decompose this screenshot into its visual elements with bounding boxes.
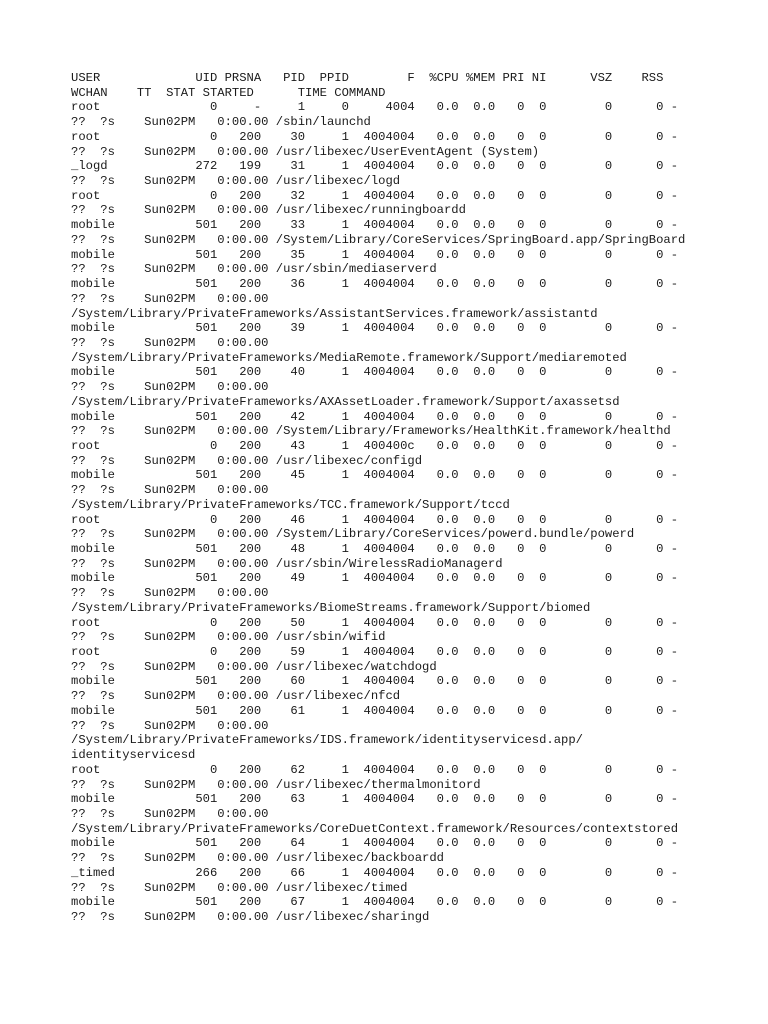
process-line: ?? ?s Sun02PM 0:00.00 /usr/sbin/wifid	[71, 630, 386, 645]
process-line: root 0 200 46 1 4004004 0.0 0.0 0 0 0 0 -	[71, 512, 679, 527]
process-line: /System/Library/PrivateFrameworks/BiomeStreams.framework/Support/biomed	[71, 600, 591, 615]
process-line: /System/Library/PrivateFrameworks/TCC.framework/Support/tccd	[71, 497, 510, 512]
process-line: ?? ?s Sun02PM 0:00.00 /sbin/launchd	[71, 115, 371, 130]
process-line: ?? ?s Sun02PM 0:00.00	[71, 380, 269, 395]
process-line: ?? ?s Sun02PM 0:00.00 /usr/libexec/backboardd	[71, 851, 444, 866]
process-line: identityservicesd	[71, 748, 196, 763]
process-line: /System/Library/PrivateFrameworks/MediaRemote.framework/Support/mediaremoted	[71, 350, 627, 365]
process-line: mobile 501 200 39 1 4004004 0.0 0.0 0 0 0 0 -	[71, 321, 679, 336]
process-line: ?? ?s Sun02PM 0:00.00 /usr/libexec/watchdogd	[71, 659, 437, 674]
process-line: mobile 501 200 48 1 4004004 0.0 0.0 0 0 0 0 -	[71, 542, 679, 556]
process-line: mobile 501 200 40 1 4004004 0.0 0.0 0 0 0 0 -	[71, 365, 679, 380]
process-line: mobile 501 200 64 1 4004004 0.0 0.0 0 0 0 0 -	[71, 836, 679, 851]
process-line: root 0 200 32 1 4004004 0.0 0.0 0 0 0 0 -	[71, 188, 679, 203]
process-line: /System/Library/PrivateFrameworks/CoreDuetContext.framework/Resources/contextstored	[71, 821, 679, 836]
process-line: mobile 501 200 61 1 4004004 0.0 0.0 0 0 0 0 -	[71, 703, 679, 718]
process-line: mobile 501 200 67 1 4004004 0.0 0.0 0 0 0 0 -	[71, 895, 679, 910]
process-line: ?? ?s Sun02PM 0:00.00 /System/Library/CoreServices/SpringBoard.app/SpringBoard	[71, 232, 686, 247]
process-line: ?? ?s Sun02PM 0:00.00	[71, 335, 269, 350]
process-line: ?? ?s Sun02PM 0:00.00	[71, 291, 269, 306]
process-line: ?? ?s Sun02PM 0:00.00 /usr/libexec/UserEventAgent (System)	[71, 144, 540, 159]
process-line: mobile 501 200 33 1 4004004 0.0 0.0 0 0 0 0 -	[71, 218, 679, 233]
process-line: ?? ?s Sun02PM 0:00.00 /usr/libexec/sharingd	[71, 909, 430, 924]
process-line: ?? ?s Sun02PM 0:00.00 /usr/sbin/WirelessRadioManagerd	[71, 556, 503, 571]
process-line: /System/Library/PrivateFrameworks/AssistantServices.framework/assistantd	[71, 306, 598, 321]
process-line: root 0 200 30 1 4004004 0.0 0.0 0 0 0 0 -	[71, 129, 679, 144]
process-line: _timed 266 200 66 1 4004004 0.0 0.0 0 0 0 0 -	[71, 865, 679, 880]
process-line: ?? ?s Sun02PM 0:00.00 /usr/libexec/thermalmonitord	[71, 777, 481, 792]
process-line: /System/Library/PrivateFrameworks/AXAssetLoader.framework/Support/axassetsd	[71, 394, 620, 409]
process-line: mobile 501 200 35 1 4004004 0.0 0.0 0 0 0 0 -	[71, 247, 679, 262]
process-line: mobile 501 200 42 1 4004004 0.0 0.0 0 0 0 0 -	[71, 409, 679, 424]
process-line: ?? ?s Sun02PM 0:00.00 /usr/libexec/logd	[71, 174, 401, 189]
process-line: mobile 501 200 36 1 4004004 0.0 0.0 0 0 0 0 -	[71, 277, 679, 292]
process-line: ?? ?s Sun02PM 0:00.00 /usr/libexec/timed	[71, 880, 408, 895]
process-line: ?? ?s Sun02PM 0:00.00 /System/Library/CoreServices/powerd.bundle/powerd	[71, 527, 635, 542]
process-line: /System/Library/PrivateFrameworks/IDS.framework/identityservicesd.app/	[71, 733, 583, 748]
process-line: _logd 272 199 31 1 4004004 0.0 0.0 0 0 0 0 -	[71, 159, 679, 174]
process-listing	[71, 71, 685, 925]
header-line: USER UID PRSNA PID PPID F %CPU %MEM PRI NI VSZ RSS	[71, 71, 664, 85]
process-line: ?? ?s Sun02PM 0:00.00 /usr/sbin/mediaserverd	[71, 262, 437, 277]
process-line: ?? ?s Sun02PM 0:00.00	[71, 586, 269, 601]
process-line: mobile 501 200 63 1 4004004 0.0 0.0 0 0 0 0 -	[71, 792, 679, 807]
process-line: root 0 200 43 1 400400c 0.0 0.0 0 0 0 0 -	[71, 438, 679, 453]
process-line: root 0 200 62 1 4004004 0.0 0.0 0 0 0 0 -	[71, 762, 679, 777]
process-line: ?? ?s Sun02PM 0:00.00 /usr/libexec/nfcd	[71, 689, 401, 704]
process-line: root 0 200 59 1 4004004 0.0 0.0 0 0 0 0 -	[71, 645, 679, 660]
process-line: ?? ?s Sun02PM 0:00.00	[71, 718, 269, 733]
process-line: root 0 200 50 1 4004004 0.0 0.0 0 0 0 0 -	[71, 615, 679, 630]
process-line: root 0 - 1 0 4004 0.0 0.0 0 0 0 0 -	[71, 100, 679, 115]
process-line: mobile 501 200 60 1 4004004 0.0 0.0 0 0 0 0 -	[71, 674, 679, 689]
header-line: WCHAN TT STAT STARTED TIME COMMAND	[71, 85, 386, 100]
process-line: ?? ?s Sun02PM 0:00.00 /usr/libexec/runningboardd	[71, 203, 466, 218]
process-line: ?? ?s Sun02PM 0:00.00	[71, 483, 269, 498]
process-line: mobile 501 200 45 1 4004004 0.0 0.0 0 0 0 0 -	[71, 468, 679, 483]
process-line: mobile 501 200 49 1 4004004 0.0 0.0 0 0 0 0 -	[71, 571, 679, 586]
process-line: ?? ?s Sun02PM 0:00.00 /System/Library/Frameworks/HealthKit.framework/healthd	[71, 424, 671, 439]
process-line: ?? ?s Sun02PM 0:00.00 /usr/libexec/configd	[71, 453, 423, 468]
process-line: ?? ?s Sun02PM 0:00.00	[71, 806, 269, 821]
